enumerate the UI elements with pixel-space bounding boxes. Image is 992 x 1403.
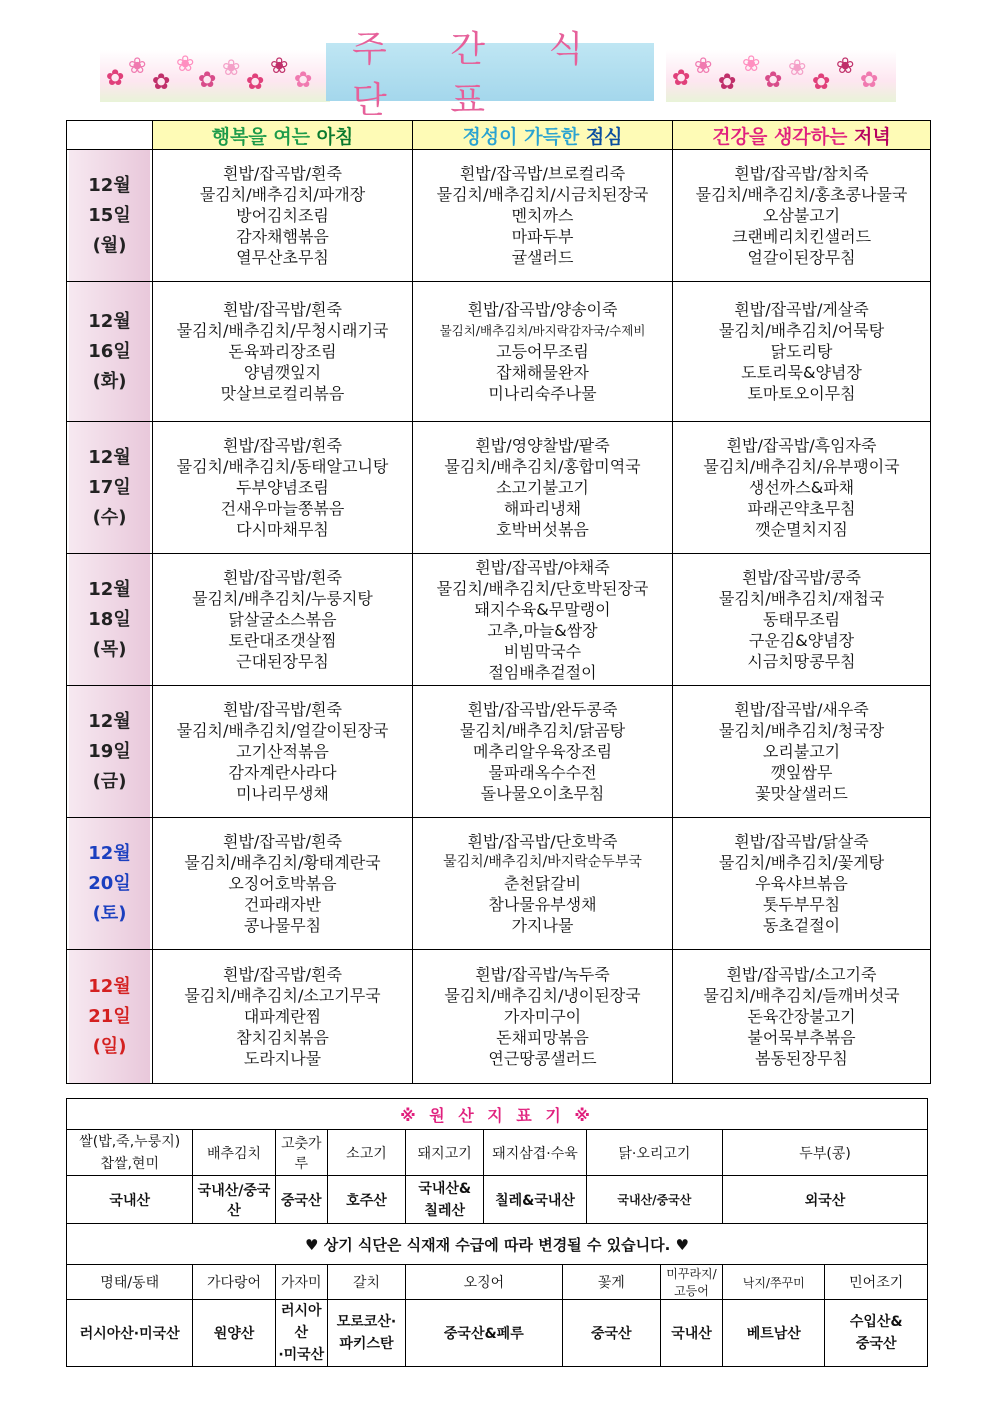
origin-value-rice: 국내산 xyxy=(67,1176,193,1224)
page-title: 주 간 식 단 표 xyxy=(352,29,610,121)
origin-label-beef: 소고기 xyxy=(327,1130,405,1176)
origin-label-loach-mackerel: 미꾸라지/고등어 xyxy=(660,1265,722,1300)
menu-header-row xyxy=(67,121,931,150)
origin-value-tofu: 외국산 xyxy=(723,1176,928,1224)
page-title-banner xyxy=(326,29,654,121)
origin-value-squid: 중국산&페루 xyxy=(406,1300,562,1367)
origin-label-flounder: 가자미 xyxy=(275,1265,327,1300)
day-label: 12월 20일 (토) xyxy=(67,818,153,950)
lunch-menu: 흰밥/잡곡밥/양송이죽 물김치/배추김치/바지락감자국/수제비 고등어무조림 잡채해물완자 미나리숙주나물 xyxy=(413,282,673,422)
dinner-menu: 흰밥/잡곡밥/소고기죽 물김치/배추김치/들깨버섯국 돈육간장불고기 불어묵부추볶음 봄동된장무침 xyxy=(673,950,931,1084)
origin-label-tofu: 두부(콩) xyxy=(723,1130,928,1176)
breakfast-menu: 흰밥/잡곡밥/흰죽 물김치/배추김치/소고기무국 대파계란찜 참치김치볶음 도라지나물 xyxy=(153,950,413,1084)
origin-value-chili: 중국산 xyxy=(275,1176,327,1224)
lunch-menu: 흰밥/잡곡밥/완두콩죽 물김치/배추김치/닭곰탕 메추리알우육장조림 물파래옥수수전 돌나물오이초무침 xyxy=(413,686,673,818)
header-lunch: 정성이 가득한 점심 xyxy=(413,121,673,150)
day-row xyxy=(67,422,931,554)
origin-value-pork: 국내산& 칠레산 xyxy=(406,1176,484,1224)
origin-label-poultry: 닭·오리고기 xyxy=(586,1130,722,1176)
lunch-menu: 흰밥/잡곡밥/녹두죽 물김치/배추김치/냉이된장국 가자미구이 돈채피망볶음 연근땅콩샐러드 xyxy=(413,950,673,1084)
day-row xyxy=(67,554,931,686)
header-breakfast: 행복을 여는 아침 xyxy=(153,121,413,150)
weekly-menu-table xyxy=(66,120,931,1084)
day-row xyxy=(67,818,931,950)
origin-value-crab: 중국산 xyxy=(562,1300,660,1367)
origin-value-pollack: 러시아산·미국산 xyxy=(67,1300,193,1367)
origin-value-loach-mackerel: 국내산 xyxy=(660,1300,722,1367)
day-label: 12월 19일 (금) xyxy=(67,686,153,818)
origin-value-beef: 호주산 xyxy=(327,1176,405,1224)
breakfast-menu: 흰밥/잡곡밥/흰죽 물김치/배추김치/동태알고니탕 두부양념조림 건새우마늘쫑볶음 다시마채무침 xyxy=(153,422,413,554)
origin-value-poultry: 국내산/중국산 xyxy=(586,1176,722,1224)
header-corner xyxy=(67,121,153,150)
origin-label-pork: 돼지고기 xyxy=(406,1130,484,1176)
day-label: 12월 16일 (화) xyxy=(67,282,153,422)
origin-value-flounder: 러시아산 ·미국산 xyxy=(275,1300,327,1367)
day-row xyxy=(67,282,931,422)
origin-value-pork-belly: 칠레&국내산 xyxy=(484,1176,586,1224)
origin-value-bonito: 원양산 xyxy=(193,1300,275,1367)
origin-value-octopus: 베트남산 xyxy=(723,1300,825,1367)
header-dinner: 건강을 생각하는 저녁 xyxy=(673,121,931,150)
change-notice: ♥ 상기 식단은 식재재 수급에 따라 변경될 수 있습니다. ♥ xyxy=(67,1224,928,1265)
origin-label-octopus: 낙지/쭈꾸미 xyxy=(723,1265,825,1300)
lunch-menu: 흰밥/잡곡밥/야채죽 물김치/배추김치/단호박된장국 돼지수육&무말랭이 고추,마늘&쌈장 비빔막국수 절임배추겉절이 xyxy=(413,554,673,686)
breakfast-menu: 흰밥/잡곡밥/흰죽 물김치/배추김치/황태계란국 오징어호박볶음 건파래자반 콩나물무침 xyxy=(153,818,413,950)
dinner-menu: 흰밥/잡곡밥/게살죽 물김치/배추김치/어묵탕 닭도리탕 도토리묵&양념장 토마토오이무침 xyxy=(673,282,931,422)
dinner-menu: 흰밥/잡곡밥/콩죽 물김치/배추김치/재첩국 동태무조림 구운김&양념장 시금치땅콩무침 xyxy=(673,554,931,686)
lunch-menu: 흰밥/잡곡밥/브로컬리죽 물김치/배추김치/시금치된장국 멘치까스 마파두부 귤샐러드 xyxy=(413,150,673,282)
dinner-menu: 흰밥/잡곡밥/참치죽 물김치/배추김치/홍초콩나물국 오삼불고기 크랜베리치킨샐러드 얼갈이된장무침 xyxy=(673,150,931,282)
day-label: 12월 17일 (수) xyxy=(67,422,153,554)
origin-label-chili: 고춧가루 xyxy=(275,1130,327,1176)
lunch-menu: 흰밥/잡곡밥/단호박죽 물김치/배추김치/바지락순두부국 춘천닭갈비 참나물유부생채 가지나물 xyxy=(413,818,673,950)
breakfast-menu: 흰밥/잡곡밥/흰죽 물김치/배추김치/파개장 방어김치조림 감자채햄볶음 열무산초무침 xyxy=(153,150,413,282)
origin-label-kimchi: 배추김치 xyxy=(193,1130,275,1176)
origin-label-croaker: 민어조기 xyxy=(825,1265,928,1300)
day-row xyxy=(67,950,931,1084)
breakfast-menu: 흰밥/잡곡밥/흰죽 물김치/배추김치/무청시래기국 돈육꽈리장조림 양념깻잎지 맛살브로컬리볶음 xyxy=(153,282,413,422)
origin-label-pork-belly: 돼지삼겹·수육 xyxy=(484,1130,586,1176)
origin-label-bonito: 가다랑어 xyxy=(193,1265,275,1300)
day-row xyxy=(67,150,931,282)
origin-label-hairtail: 갈치 xyxy=(327,1265,405,1300)
day-label: 12월 18일 (목) xyxy=(67,554,153,686)
dinner-menu: 흰밥/잡곡밥/새우죽 물김치/배추김치/청국장 오리불고기 깻잎쌈무 꽃맛살샐러드 xyxy=(673,686,931,818)
flower-decoration-left: ✿ ❀ ✿ ❀ ✿ ❀ ✿ ❀ ✿ xyxy=(100,50,330,102)
origin-label-squid: 오징어 xyxy=(406,1265,562,1300)
origin-label-rice: 쌀(밥,죽,누룽지) 찹쌀,현미 xyxy=(67,1130,193,1176)
origin-label-crab: 꽃게 xyxy=(562,1265,660,1300)
origin-table xyxy=(66,1098,928,1367)
origin-value-croaker: 수입산& 중국산 xyxy=(825,1300,928,1367)
dinner-menu: 흰밥/잡곡밥/닭살죽 물김치/배추김치/꽃게탕 우육샤브볶음 톳두부무침 동초겉절이 xyxy=(673,818,931,950)
breakfast-menu: 흰밥/잡곡밥/흰죽 물김치/배추김치/얼갈이된장국 고기산적볶음 감자계란사라다 미나리무생채 xyxy=(153,686,413,818)
day-label: 12월 15일 (월) xyxy=(67,150,153,282)
origin-label-pollack: 명태/동태 xyxy=(67,1265,193,1300)
origin-value-hairtail: 모로코산· 파키스탄 xyxy=(327,1300,405,1367)
origin-title: ※ 원 산 지 표 기 ※ xyxy=(67,1099,928,1130)
breakfast-menu: 흰밥/잡곡밥/흰죽 물김치/배추김치/누룽지탕 닭살굴소스볶음 토란대조갯살찜 근대된장무침 xyxy=(153,554,413,686)
lunch-menu: 흰밥/영양찰밥/팥죽 물김치/배추김치/홍합미역국 소고기불고기 해파리냉채 호박버섯볶음 xyxy=(413,422,673,554)
origin-value-kimchi: 국내산/중국산 xyxy=(193,1176,275,1224)
day-label: 12월 21일 (일) xyxy=(67,950,153,1084)
day-row xyxy=(67,686,931,818)
flower-decoration-right: ✿ ❀ ✿ ❀ ✿ ❀ ✿ ❀ ✿ xyxy=(666,50,896,102)
dinner-menu: 흰밥/잡곡밥/흑임자죽 물김치/배추김치/유부팽이국 생선까스&파채 파래곤약초무침 깻순멸치지짐 xyxy=(673,422,931,554)
